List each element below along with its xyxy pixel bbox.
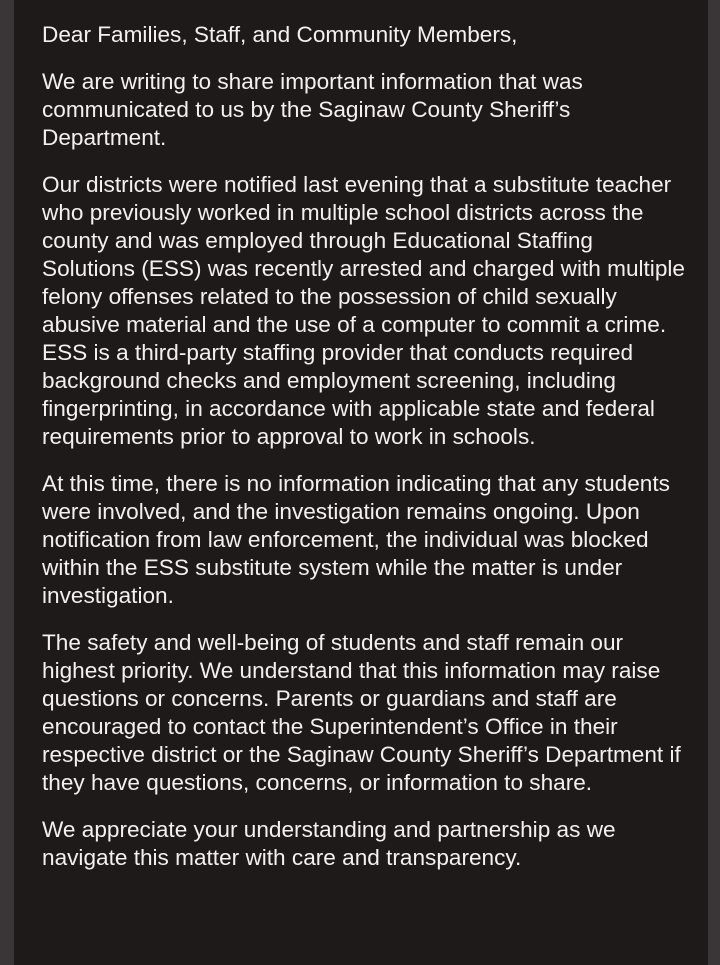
letter-body bbox=[14, 0, 708, 965]
paragraph-intro: We are writing to share important information that was communicated to us by the Saginaw County Sheriff’s Department. bbox=[42, 69, 583, 150]
paragraph-closing: We appreciate your understanding and partnership as we navigate this matter with care and transparency. bbox=[42, 817, 616, 870]
left-border bbox=[0, 0, 14, 965]
paragraph-safety: The safety and well-being of students and staff remain our highest priority. We understand that this information may raise questions or concerns. Parents or guardians and staff are encouraged to contact the Superintendent’s Office in their respective district or the Saginaw County Sheriff’s Department if they have questions, concerns, or information to share. bbox=[42, 630, 681, 795]
salutation: Dear Families, Staff, and Community Members, bbox=[42, 22, 518, 47]
paragraph-investigation: At this time, there is no information indicating that any students were involved, and the investigation remains ongoing. Upon notification from law enforcement, the individual was blocked within the ESS substitute system while the matter is under investigation. bbox=[42, 471, 670, 608]
right-border bbox=[708, 0, 720, 965]
paragraph-incident: Our districts were notified last evening that a substitute teacher who previously worked in multiple school districts across the county and was employed through Educational Staffing Solutions (ESS) was recently arrested and charged with multiple felony offenses related to the possession of child sexually abusive material and the use of a computer to commit a crime. ESS is a third-party staffing provider that conducts required background checks and employment screening, including fingerprinting, in accordance with applicable state and federal requirements prior to approval to work in schools. bbox=[42, 172, 685, 449]
